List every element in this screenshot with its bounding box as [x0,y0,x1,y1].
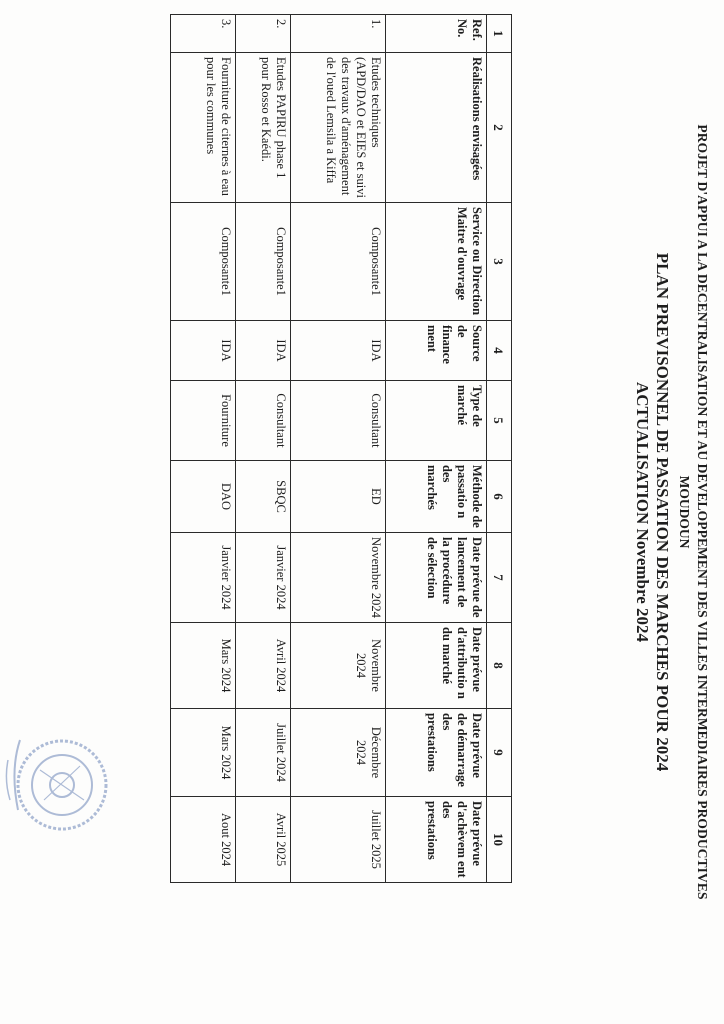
cell-ref: 1. [291,15,386,53]
cell-methode: ED [291,461,386,533]
procurement-plan-table [170,14,512,883]
cell-lancement: Janvier 2024 [171,533,236,623]
cell-demarrage: Mars 2024 [171,709,236,797]
column-number: 5 [487,381,512,461]
cell-lancement: Novembre 2024 [291,533,386,623]
update-title: ACTUALISATION Novembre 2024 [633,381,652,643]
header-source: Source de finance ment [386,321,487,381]
cell-realisation: Etudes PAPIRU phase 1 pour Rosso et Kaédi. [236,53,291,203]
header-achevement: Date prévue d'achèvem ent des prestations [386,797,487,883]
cell-achevement: Aout 2024 [171,797,236,883]
table-row [171,15,236,883]
official-stamp [0,700,120,870]
header-row [386,15,487,883]
cell-type: Consultant [291,381,386,461]
column-number: 3 [487,203,512,321]
header-ref: Ref. No. [386,15,487,53]
cell-achevement: Avril 2025 [236,797,291,883]
cell-type: Fourniture [171,381,236,461]
cell-attribution: Mars 2024 [171,623,236,709]
header-methode: Méthode de passatio n des marchés [386,461,487,533]
cell-realisation: Etudes techniques (APD/DAO et EIES et suivi des travaux d'aménagement de l'oued Lemsila a Kiffa [291,53,386,203]
cell-source: IDA [236,321,291,381]
header-service: Service ou Direction Maitre d'ouvrage [386,203,487,321]
cell-achevement: Juillet 2025 [291,797,386,883]
column-number: 9 [487,709,512,797]
column-number: 7 [487,533,512,623]
cell-source: IDA [291,321,386,381]
cell-attribution: Avril 2024 [236,623,291,709]
cell-service: Composante1 [236,203,291,321]
project-title: PROJET D'APPUI A LA DECENTRALISATION ET AU DEVELOPPEMENT DES VILLES INTERMEDIAIRES PRODUCTIVES [695,124,710,900]
table-row [291,15,386,883]
cell-attribution: Novembre 2024 [291,623,386,709]
table-row [236,15,291,883]
header-lancement: Date prévue de lancement de la procédure de sélection [386,533,487,623]
column-number: 8 [487,623,512,709]
cell-methode: SBQC [236,461,291,533]
column-number: 4 [487,321,512,381]
header-demarrage: Date prévue de démarrage des prestations [386,709,487,797]
cell-lancement: Janvier 2024 [236,533,291,623]
stamp-seal-icon [6,740,106,829]
cell-service: Composante1 [171,203,236,321]
cell-realisation: Fourniture de citernes à eau pour les communes [171,53,236,203]
project-acronym: MOUDOUN [677,475,692,549]
cell-ref: 2. [236,15,291,53]
cell-type: Consultant [236,381,291,461]
column-number: 6 [487,461,512,533]
cell-demarrage: Décembre 2024 [291,709,386,797]
cell-ref: 3. [171,15,236,53]
cell-demarrage: Juillet 2024 [236,709,291,797]
column-number-row [487,15,512,883]
column-number: 10 [487,797,512,883]
cell-methode: DAO [171,461,236,533]
cell-service: Composante1 [291,203,386,321]
column-number: 2 [487,53,512,203]
cell-source: IDA [171,321,236,381]
column-number: 1 [487,15,512,53]
header-type: Type de marché [386,381,487,461]
header-realisations: Réalisations envisagées [386,53,487,203]
header-attribution: Date prévue d'attributio n du marché [386,623,487,709]
plan-title: PLAN PREVISONNEL DE PASSATION DES MARCHES POUR 2024 [653,252,672,772]
